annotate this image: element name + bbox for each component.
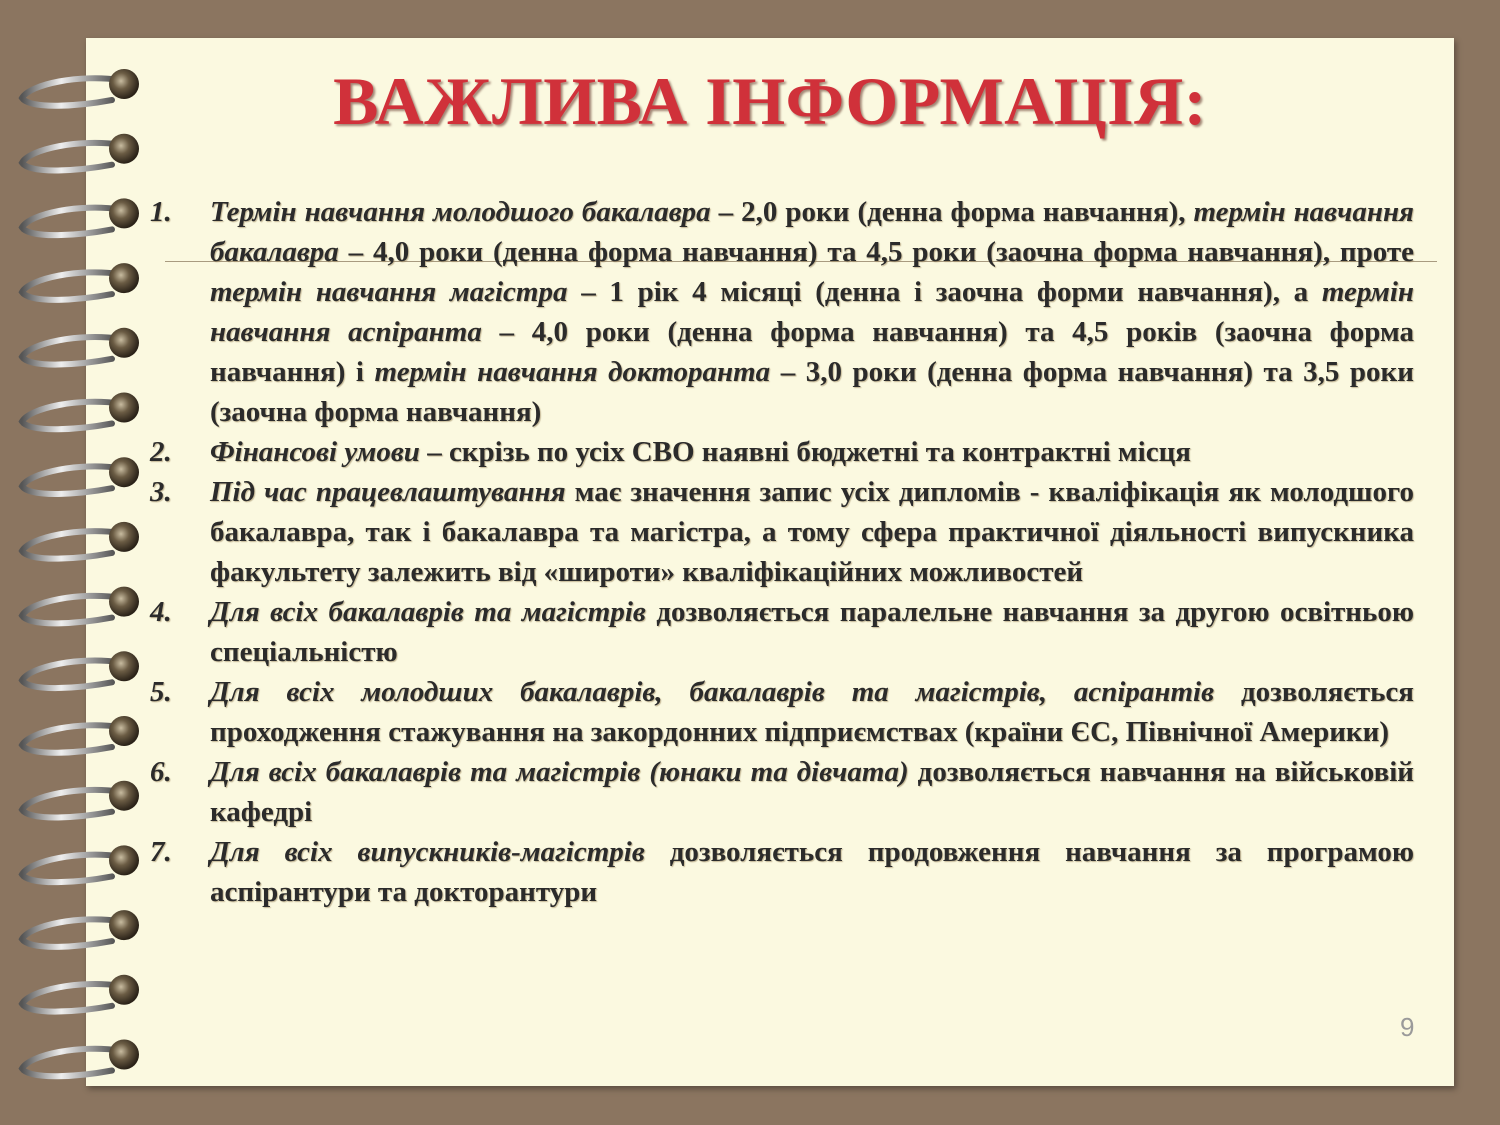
spiral-binding	[0, 0, 170, 1125]
list-item	[150, 672, 1414, 752]
list-item-text: – 1 рік 4 місяці (денна і заочна форми навчання), а	[567, 276, 1322, 308]
list-item-emphasis: Для всіх бакалаврів та магістрів (юнаки та дівчата)	[210, 756, 909, 788]
spiral-ring	[22, 596, 120, 624]
list-item-text: дозволяється продовження навчання за програмою аспірантури та докторантури	[210, 836, 1414, 908]
page-title: ВАЖЛИВА ІНФОРМАЦІЯ:	[333, 63, 1207, 139]
spiral-hole	[109, 587, 139, 617]
list-item-text: дозволяється паралельне навчання за другою освітньою спеціальністю	[210, 596, 1414, 668]
list-item-text: – 3,0 роки (денна форма навчання) та 3,5 роки (заочна форма навчання)	[210, 356, 1414, 428]
spiral-ring	[22, 919, 120, 947]
list-item-emphasis: Для всіх молодших бакалаврів, бакалаврів та магістрів, аспірантів	[210, 676, 1215, 708]
list-item-emphasis: Для всіх випускників-магістрів	[210, 836, 645, 868]
spiral-hole	[109, 198, 139, 228]
spiral-ring	[22, 1049, 120, 1077]
spiral-ring	[22, 661, 120, 689]
spiral-hole	[109, 781, 139, 811]
list-item-text: – 4,0 роки (денна форма навчання) та 4,5 років (заочна форма навчання) і	[210, 316, 1414, 388]
spiral-ring	[22, 725, 120, 753]
spiral-hole	[109, 845, 139, 875]
list-item-number: 1.	[150, 196, 172, 228]
spiral-ring	[22, 208, 120, 236]
spiral-ring	[22, 402, 120, 430]
spiral-hole	[109, 716, 139, 746]
info-list	[150, 192, 1414, 912]
list-item-emphasis: Фінансові умови	[210, 436, 420, 468]
page-number: 9	[1400, 1012, 1415, 1042]
list-item-text: – 4,0 роки (денна форма навчання) та 4,5 роки (заочна форма навчання), проте	[338, 236, 1414, 268]
list-item-number: 3.	[150, 476, 172, 508]
list-item	[150, 832, 1414, 912]
spiral-hole	[109, 522, 139, 552]
spiral-hole	[109, 975, 139, 1005]
spiral-hole	[109, 263, 139, 293]
list-item	[150, 592, 1414, 672]
list-item-number: 4.	[150, 596, 172, 628]
list-item-text: дозволяється навчання на військовій кафедрі	[210, 756, 1414, 828]
list-item-text: має значення запис усіх дипломів - кваліфікація як молодшого бакалавра, так і бакалавра та магістра, а тому сфера практичної діяльності випускника факультету залежить від «широти» кваліфікаційних можливостей	[210, 476, 1414, 588]
spiral-ring	[22, 531, 120, 559]
list-item-emphasis: термін навчання аспіранта	[210, 276, 1414, 348]
list-item-emphasis: Під час працевлаштування	[210, 476, 566, 508]
list-item-emphasis: Для всіх бакалаврів та магістрів	[210, 596, 646, 628]
list-item-text: – скрізь по усіх СВО наявні бюджетні та контрактні місця	[419, 436, 1191, 468]
list-item-number: 7.	[150, 836, 172, 868]
spiral-ring	[22, 272, 120, 300]
list-item	[150, 192, 1414, 432]
spiral-hole	[109, 910, 139, 940]
list-item	[150, 432, 1414, 472]
spiral-ring	[22, 984, 120, 1012]
spiral-ring	[22, 143, 120, 171]
spiral-hole	[109, 651, 139, 681]
spiral-hole	[109, 1040, 139, 1070]
list-item-emphasis: термін навчання докторанта	[374, 356, 771, 388]
spiral-ring	[22, 855, 120, 883]
list-item-number: 6.	[150, 756, 172, 788]
list-item-text: – 2,0 роки (денна форма навчання),	[710, 196, 1194, 228]
list-item-emphasis: термін навчання бакалавра	[210, 196, 1415, 268]
list-item-emphasis: термін навчання магістра	[210, 276, 568, 308]
list-item-emphasis: Термін навчання молодшого бакалавра	[210, 196, 711, 228]
spiral-hole	[109, 457, 139, 487]
spiral-ring	[22, 790, 120, 818]
list-item	[150, 472, 1414, 592]
spiral-hole	[109, 328, 139, 358]
spiral-hole	[109, 393, 139, 423]
list-item-number: 5.	[150, 676, 172, 708]
spiral-ring	[22, 337, 120, 365]
spiral-ring	[22, 466, 120, 494]
list-item-number: 2.	[150, 436, 172, 468]
list-item-text: дозволяється проходження стажування на закордонних підприємствах (країни ЄС, Північної Америки)	[210, 676, 1414, 748]
list-item	[150, 752, 1414, 832]
